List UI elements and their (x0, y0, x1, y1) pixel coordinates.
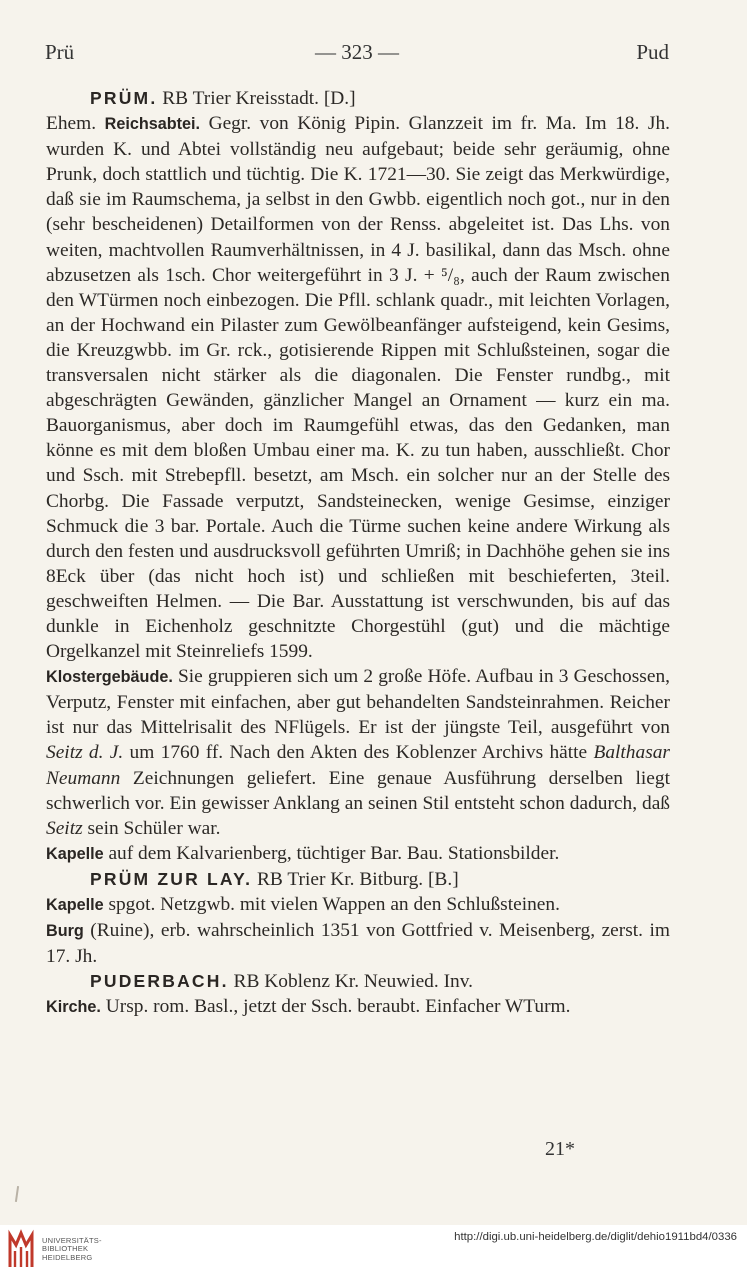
entry-text: sein Schüler war. (82, 817, 221, 839)
place-name: PUDERBACH. (90, 971, 229, 992)
entry-text: auf dem Kalvarienberg, tüchtiger Bar. Bau. Stationsbilder. (103, 842, 560, 864)
entry-pruem-zur-lay (46, 867, 670, 892)
footer-bar (0, 1225, 747, 1276)
place-name: PRÜM. (90, 88, 158, 108)
entry-text: Zeichnungen geliefert. Eine genaue Ausführung derselben liegt schwerlich vor. Ein gewisser Anklang an seinen Stil entsteht schon dadurch, daß (46, 767, 670, 814)
section-term: Kapelle (46, 844, 104, 863)
section-term: Burg (46, 922, 84, 941)
library-name (42, 1237, 102, 1262)
place-name: PRÜM ZUR LAY. (90, 868, 253, 889)
running-head-left: Prü (45, 40, 75, 64)
signature-mark: 21* (545, 1138, 575, 1160)
source-url-link[interactable]: http://digi.ub.uni-heidelberg.de/diglit/dehio1911bd4/0336 (454, 1231, 737, 1243)
entry-puderbach (46, 969, 670, 994)
entry-text: um 1760 ff. Nach den Akten des Koblenzer Archivs hätte (123, 742, 594, 764)
entry-text: Gegr. von König Pipin. Glanzzeit im fr. Ma. Im 18. Jh. wurden K. und Abtei vollständig neu aufgebaut; beide sehr geräumig, ohne Prunk, doch stattlich und tüchtig. Die K. 1721—30. Sie zeigt das Merkwürdige, daß sie im Raumschema, ja selbst in den Gwbb. eigentlich noch got., nur in den (sehr bescheidenen) Detailformen von der Renss. abgeleitet ist. Das Lhs. von weiten, machtvollen Raumverhältnissen, in 4 J. basilikal, dann das Msch. ohne abzusetzen als 1sch. Chor weitergeführt in 3 J. + ⁵/₈, auch der Raum zwischen den WTürmen noch einbezogen. Die Pfll. schlank quadr., mit leichten Vorlagen, an der Hochwand ein Pilaster zum Gewölbeanfänger aufsteigend, kein Gesims, die Kreuzgwbb. im Gr. rck., gotisierende Rippen mit Schlußsteinen, sogar die transversalen nicht stärker als die diagonalen. Die Fenster rundbg., mit abgeschrägten Gewänden, gänzlicher Mangel an Ornament — kurz ein ma. Bauorganismus, aber doch im Raumgefühl etwas, das den Gedanken, man könne es mit dem bloßen Umbau einer ma. K. zu tun haben, ausschließt. Chor und Ssch. mit Strebepfll. besetzt, am Msch. ein solcher nur an der Stelle des Chorbg. Die Fassade verputzt, Sandsteinecken, wenige Gesimse, einziger Schmuck die 3 bar. Portale. Auch die Türme suchen keine andere Wirkung als durch den festen und ausdrucksvoll geführten Umriß; in Dachhöhe gehen sie ins 8Eck über (das nicht hoch ist) und schließen mit beschieferten, 3teil. geschweiften Helmen. — Die Bar. Ausstattung ist verschwunden, bis auf das dunkle in Eichenholz geschnitzte Chorgestühl (gut) und die mächtige Orgelkanzel mit Steinreliefs 1599. (46, 113, 670, 663)
artist-name: Balthasar Neumann (46, 742, 670, 789)
artist-name: Seitz (46, 817, 83, 839)
body-text (46, 86, 670, 1020)
running-head (45, 40, 669, 70)
section-term: Kirche. (46, 998, 101, 1017)
library-name-line: HEIDELBERG (42, 1252, 93, 1262)
entry-text: spgot. Netzgwb. mit vielen Wappen an den Schlußsteinen. (103, 894, 560, 915)
entry-kapelle (46, 841, 670, 867)
place-location: RB Koblenz Kr. Neuwied. Inv. (233, 971, 474, 993)
margin-mark (15, 1186, 19, 1202)
entry-text: Sie gruppieren sich um 2 große Höfe. Aufbau in 3 Geschossen, Verputz, Fenster mit einfachen, aber gut behandelten Sandsteinrahmen. Reicher ist nur das Mittelrisalit des NFlügels. Er ist der jüngste Teil, ausgeführt von (46, 666, 670, 739)
library-name-line: BIBLIOTHEK (42, 1244, 89, 1254)
place-location: RB Trier Kr. Bitburg. [B.] (257, 868, 459, 890)
page-number: — 323 — (315, 40, 399, 64)
entry-lay-kapelle (46, 892, 670, 918)
entry-text: Ursp. rom. Basl., jetzt der Ssch. beraubt. Einfacher WTurm. (100, 996, 571, 1018)
entry-text: Ehem. (46, 113, 105, 135)
running-head-right: Pud (636, 40, 669, 64)
library-name-line: UNIVERSITÄTS- (42, 1236, 102, 1245)
artist-name: Seitz d. J. (46, 742, 124, 764)
place-location: RB Trier Kreisstadt. [D.] (162, 88, 356, 109)
entry-puderbach-kirche (46, 994, 670, 1020)
entry-klostergebaeude (46, 664, 670, 841)
library-logo-icon (6, 1229, 36, 1271)
section-term: Reichsabtei. (104, 115, 201, 134)
entry-pruem (46, 86, 670, 664)
entry-text: (Ruine), erb. wahrscheinlich 1351 von Gottfried v. Meisenberg, zerst. im 17. Jh. (46, 920, 670, 968)
section-term: Klostergebäude. (46, 668, 173, 687)
entry-lay-burg (46, 918, 670, 969)
section-term: Kapelle (46, 896, 104, 914)
